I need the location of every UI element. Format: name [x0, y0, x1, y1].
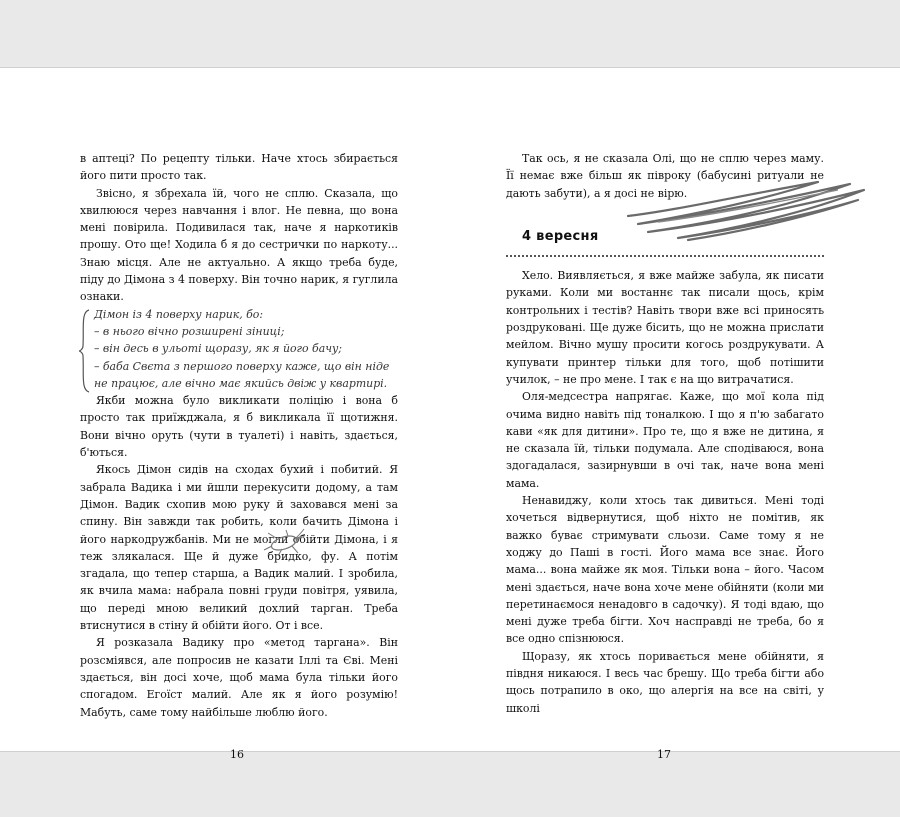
handwritten-note: [92, 306, 398, 392]
right-paragraph-3: Ненавиджу, коли хтось так дивиться. Мені тоді хочеться відвернутися, щоб ніхто не помітив, як важко буває стримувати сльози. Саме тому я не ходжу до Паші в гості. Його мама все знає. Його мама... вона майже як моя. Тільки вона – його. Часом мені здається, наче вона хоче мене обійняти (коли ми перетинаємося ненадовго в садочку). Я тоді вдаю, що мені дуже треба бігти. Хоч насправді не треба, бо я все одно спізнююся.: [506, 494, 824, 646]
note-line-3: – він десь в ульоті щоразу, як я його бачу;: [94, 342, 342, 356]
book-spread: [0, 67, 900, 761]
note-line-2: – в нього вічно розширені зіниці;: [94, 324, 285, 338]
page-number-left: 16: [230, 748, 244, 761]
cockroach-doodle-icon: [258, 528, 306, 558]
right-paragraph-4: Щоразу, як хтось поривається мене обійняти, я півдня никаюся. І весь час брешу. Що треба бігти або щось потрапило в око, що алергія на все на світі, у школі: [506, 649, 824, 715]
left-page: [80, 150, 398, 721]
dotted-divider: [506, 255, 824, 257]
left-paragraph-2: Звісно, я збрехала їй, чого не сплю. Сказала, що хвилююся через навчання і влог. Не певна, що вона мені повірила. Подивилася так, наче я наркотиків прошу. Ото ще! Ходила б я до сестрички по наркоту... Знаю місця. Але не актуально. А якщо треба буде, піду до Дімона з 4 поверху. Він точно нарик, я гуглила ознаки.: [80, 186, 398, 304]
left-paragraph-3: Якби можна було викликати поліцію і вона б просто так приїжджала, я б викликала її щотижня. Вони вічно оруть (чути в туалеті) і навіть, здається, б'ються.: [80, 394, 398, 460]
date-heading: 4 вересня: [522, 228, 599, 244]
right-paragraph-1: Хело. Виявляється, я вже майже забула, як писати руками. Коли ми востаннє так писали щось, крім контрольних і тестів? Навіть твори вже всі приносять роздруковані. Ще дуже бісить, що не можна прислати мейлом. Вічно мушу просити когось роздрукувати. А купувати принтер тільки для того, щоб потішити училок, – не про мене. І так є на що витрачатися.: [506, 269, 824, 386]
scribble-icon: [618, 176, 868, 244]
right-paragraph-top: Так ось, я не сказала Олі, що не сплю через маму. Її немає вже більш як півроку (бабусині ритуали не дають забути), а я досі не вірю.: [506, 152, 824, 200]
right-paragraph-2: Оля-медсестра напрягає. Каже, що мої кола під очима видно навіть під тоналкою. І що я п'ю забагато кави «як для дитини». Про те, що я вже не дитина, я не сказала їй, тільки подумала. Але сподіваюся, вона здогадалася, зазирнувши в очі так, наче вона мені мама.: [506, 390, 824, 490]
note-line-1: Дімон із 4 поверху нарик, бо:: [94, 307, 264, 321]
left-paragraph-1: в аптеці? По рецепту тільки. Наче хтось збирається його пити просто так.: [80, 152, 398, 183]
note-line-4: – баба Свєта з першого поверху каже, що він ніде не працює, але вічно має якийсь двіж у квартирі.: [94, 359, 390, 390]
page-number-right: 17: [657, 748, 671, 761]
left-paragraph-5: Я розказала Вадику про «метод таргана». Він розсміявся, але попросив не казати Іллі та Єві. Мені здається, він досі хоче, щоб мама була тільки його спогадом. Егоїст малий. Але як я його розумію! Мабуть, саме тому найбільше люблю його.: [80, 636, 398, 719]
brace-icon: [78, 308, 90, 394]
left-paragraph-4: Якось Дімон сидів на сходах бухий і побитий. Я забрала Вадика і ми йшли перекусити додому, а там Дімон. Вадик схопив мою руку й заховався мені за спину. Він завжди так робить, коли бачить Дімона і його наркодружбанів. Ми не могли обійти Дімона, і я теж злякалася. Ще й дуже бридко, фу. А потім згадала, що тепер старша, а Вадик малий. І зробила, як вчила мама: набрала повні груди повітря, уявила, що переді мною великий дохлий тарган. Треба втиснутися в стіну й обійти його. От і все.: [80, 463, 398, 633]
